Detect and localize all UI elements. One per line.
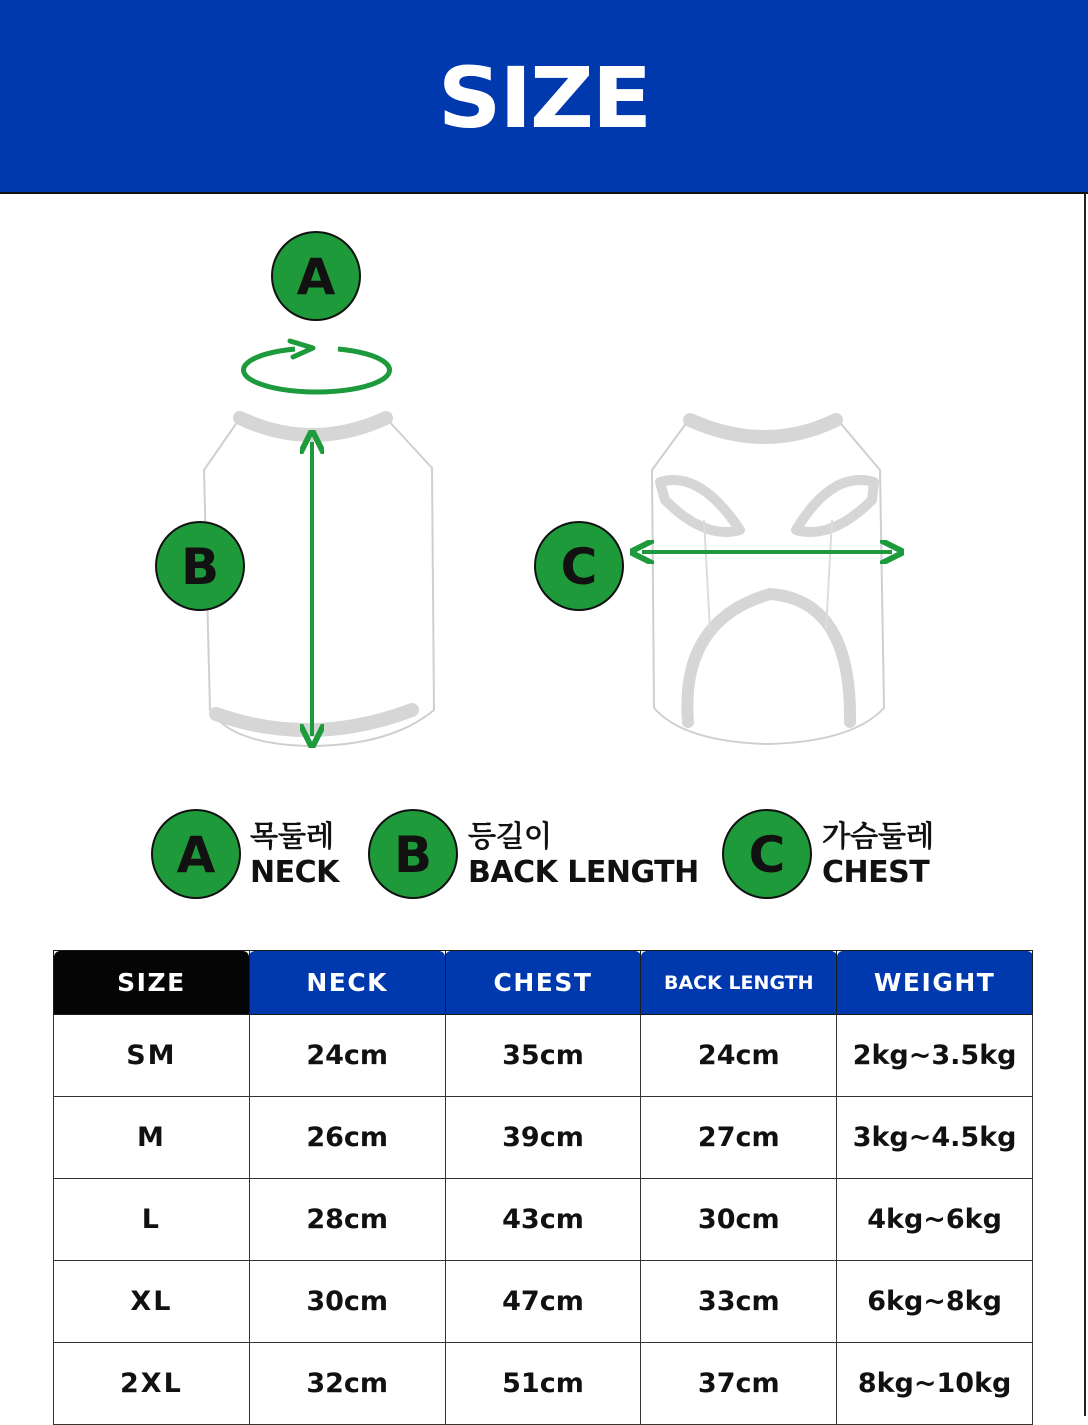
legend-neck-korean: 목둘레 [250,819,335,853]
legend-neck-english: NECK [250,855,339,890]
table-cell-neck: 32cm [249,1343,445,1425]
column-header-neck: NECK [249,951,445,1015]
table-row [54,1343,1033,1425]
shirt-front-view [652,418,884,744]
table-cell-weight: 2kg~3.5kg [837,1015,1033,1097]
neck-circumference-arrow [243,341,389,392]
svg-text:A: A [176,826,216,884]
table-cell-back-length: 27cm [641,1097,837,1179]
measurement-diagram [0,194,1086,754]
column-header-size: SIZE [54,951,250,1015]
badge-c [535,522,623,610]
legend-chest-english: CHEST [822,855,930,890]
table-cell-size: 2XL [54,1343,250,1425]
svg-text:A: A [296,248,336,306]
table-cell-neck: 30cm [249,1261,445,1343]
table-cell-chest: 35cm [445,1015,641,1097]
table-row [54,1179,1033,1261]
badge-a [272,232,360,320]
table-cell-weight: 4kg~6kg [837,1179,1033,1261]
table-row [54,1097,1033,1179]
header-banner [0,0,1088,194]
table-cell-back-length: 24cm [641,1015,837,1097]
table-cell-weight: 3kg~4.5kg [837,1097,1033,1179]
table-cell-back-length: 33cm [641,1261,837,1343]
table-cell-neck: 24cm [249,1015,445,1097]
svg-text:B: B [180,538,220,596]
size-table [53,950,1033,1425]
column-header-weight: WEIGHT [837,951,1033,1015]
table-row [54,1261,1033,1343]
table-cell-back-length: 37cm [641,1343,837,1425]
legend-back-length-korean: 등길이 [468,819,553,853]
table-cell-chest: 43cm [445,1179,641,1261]
table-cell-size: M [54,1097,250,1179]
table-cell-chest: 47cm [445,1261,641,1343]
column-header-back-length: BACK LENGTH [641,951,837,1015]
page-title: SIZE [437,49,651,147]
table-header-row [54,951,1033,1015]
table-cell-neck: 28cm [249,1179,445,1261]
badge-b [156,522,244,610]
legend-badge-a [150,808,242,900]
table-cell-size: L [54,1179,250,1261]
svg-text:B: B [393,826,433,884]
column-header-chest: CHEST [445,951,641,1015]
legend-chest-korean: 가슴둘레 [822,819,935,853]
table-row [54,1015,1033,1097]
table-cell-chest: 51cm [445,1343,641,1425]
table-cell-back-length: 30cm [641,1179,837,1261]
table-cell-size: XL [54,1261,250,1343]
table-cell-size: SM [54,1015,250,1097]
legend-back-length-english: BACK LENGTH [468,855,699,890]
table-cell-neck: 26cm [249,1097,445,1179]
legend-badge-c [721,808,813,900]
table-cell-weight: 8kg~10kg [837,1343,1033,1425]
table-cell-weight: 6kg~8kg [837,1261,1033,1343]
table-cell-chest: 39cm [445,1097,641,1179]
legend-badge-b [367,808,459,900]
svg-text:C: C [560,538,598,596]
svg-text:C: C [748,826,786,884]
